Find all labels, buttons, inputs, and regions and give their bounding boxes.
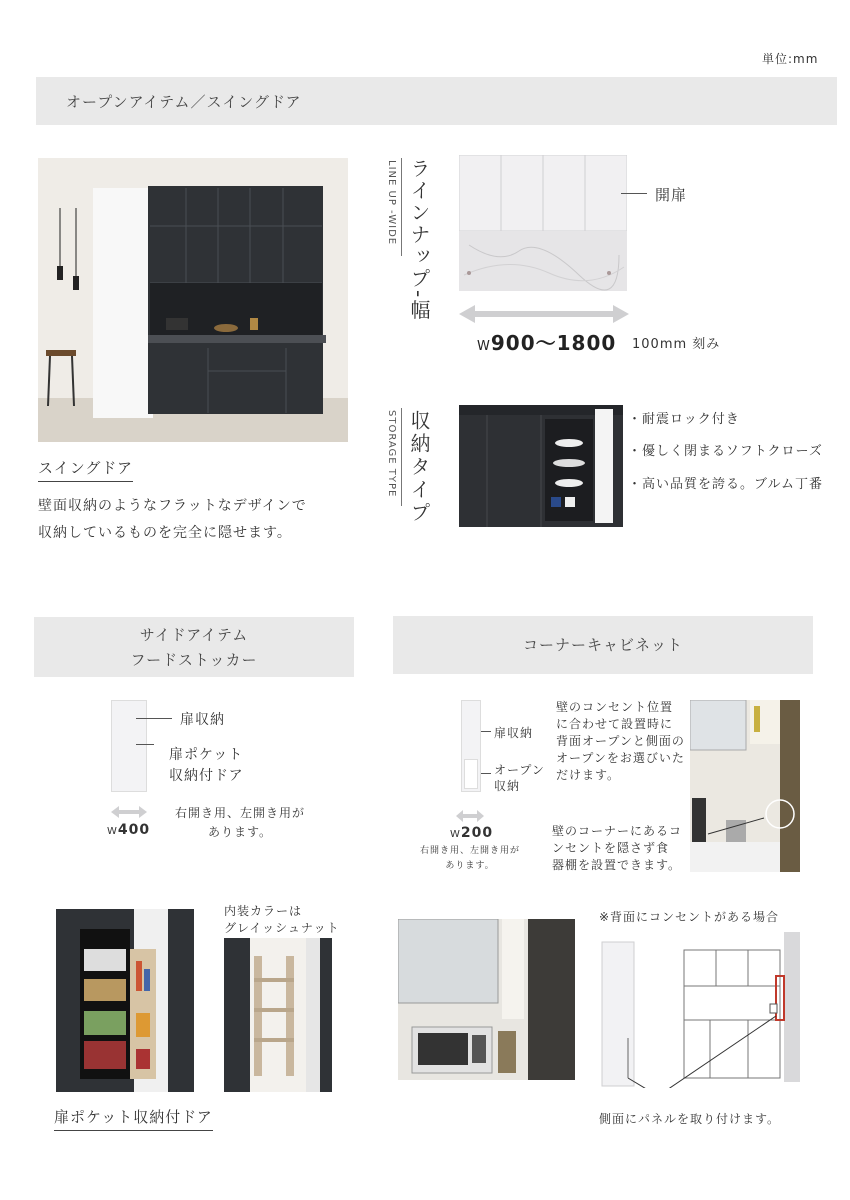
corner-desc-a-1: 壁のコンセント位置 xyxy=(556,700,674,714)
stocker-label-pocket-2: 収納付ドア xyxy=(169,768,244,784)
feature-2: ・優しく閉まるソフトクローズ xyxy=(628,444,823,459)
lineup-divider xyxy=(401,158,402,256)
side-item-title-1: サイドアイテム xyxy=(139,626,249,644)
corner-callout-2 xyxy=(481,773,491,774)
width-range xyxy=(477,327,616,356)
feature-1: ・耐震ロック付き xyxy=(628,412,740,427)
width-arrow-icon xyxy=(459,305,629,323)
lineup-callout-line xyxy=(621,193,647,194)
corner-desc-b xyxy=(552,823,682,874)
corner-cabinet-illustration xyxy=(461,700,481,792)
width-step: 100mm 刻み xyxy=(632,337,721,352)
section-header-corner xyxy=(393,616,813,674)
side-item-title-2: フードストッカー xyxy=(130,651,258,669)
outlet-note: ※背面にコンセントがある場合 xyxy=(599,910,780,924)
storage-jp-label: 収納タイプ xyxy=(407,410,431,525)
corner-desc-a-4: オープンをお選びいた xyxy=(556,751,685,765)
swing-door-kitchen-photo xyxy=(38,158,348,442)
corner-desc-a-5: だけます。 xyxy=(556,768,621,782)
stocker-note-2: あります。 xyxy=(207,825,273,839)
corner-label-open-1: オープン xyxy=(494,763,545,777)
stocker-width-arrow-icon xyxy=(111,806,147,818)
stocker-callout-2 xyxy=(136,744,154,745)
swing-door-title: スイングドア xyxy=(38,457,133,482)
lineup-label-door: 開扉 xyxy=(655,186,688,204)
lineup-cabinet-illustration xyxy=(459,155,627,291)
pocket-door-open-photo xyxy=(56,909,194,1092)
corner-desc-a xyxy=(556,699,685,784)
pocket-door-title: 扉ポケット収納付ドア xyxy=(54,1106,213,1131)
lineup-jp-label: ラインナップ-幅 xyxy=(407,158,431,322)
stocker-callout-1 xyxy=(136,718,172,719)
interior-color-1: 内装カラーは xyxy=(224,904,303,918)
corner-width-arrow-icon xyxy=(456,810,484,822)
corner-label-door: 扉収納 xyxy=(494,726,534,740)
outlet-panel-diagram xyxy=(598,928,800,1088)
corner-desc-a-3: 背面オープンと側面の xyxy=(556,734,685,748)
width-w: W xyxy=(477,339,491,354)
corner-desc-a-2: に合わせて設置時に xyxy=(556,717,674,731)
stocker-width xyxy=(107,822,150,838)
stocker-note-1: 右開き用、左開き用が xyxy=(174,806,305,820)
stocker-label-pocket-1: 扉ポケット xyxy=(169,747,244,763)
stocker-width-value: 400 xyxy=(117,822,151,838)
corner-desc-b-3: 器棚を設置できます。 xyxy=(552,858,682,872)
section-title: オープンアイテム／スイングドア xyxy=(66,93,302,111)
panel-note: 側面にパネルを取り付けます。 xyxy=(599,1112,781,1126)
corner-microwave-photo xyxy=(398,919,575,1080)
storage-divider xyxy=(401,408,402,506)
corner-title: コーナーキャビネット xyxy=(522,636,683,654)
food-stocker-illustration xyxy=(111,700,147,792)
unit-label: 単位:mm xyxy=(762,52,819,66)
corner-width xyxy=(450,825,493,841)
corner-label-open-2: 収納 xyxy=(494,779,521,793)
stocker-width-w: W xyxy=(107,826,118,837)
width-range-value: 900～1800 xyxy=(490,331,617,355)
stocker-label-door: 扉収納 xyxy=(180,712,225,728)
pocket-interior-photo xyxy=(224,938,332,1092)
storage-en-label: STORAGE TYPE xyxy=(386,410,397,498)
corner-callout-1 xyxy=(481,731,491,732)
corner-note-1: 右開き用、左開き用が xyxy=(419,846,520,856)
corner-width-w: W xyxy=(450,829,461,840)
section-header-side-item xyxy=(34,617,354,677)
storage-open-cabinet-photo xyxy=(459,405,623,527)
feature-3: ・高い品質を誇る。ブルム丁番 xyxy=(628,477,823,492)
corner-desc-b-1: 壁のコーナーにあるコ xyxy=(552,824,683,838)
lineup-en-label: LINE UP -WIDE xyxy=(386,160,397,246)
corner-cabinet-photo xyxy=(690,700,800,872)
section-header-open-item xyxy=(36,77,837,125)
interior-color-2: グレイッシュナット xyxy=(224,921,340,935)
corner-note-2: あります。 xyxy=(445,861,495,871)
corner-desc-b-2: ンセントを隠さず食 xyxy=(552,841,670,855)
swing-door-desc-2: 収納しているものを完全に隠せます。 xyxy=(38,525,292,541)
corner-width-value: 200 xyxy=(460,825,494,841)
swing-door-desc-1: 壁面収納のようなフラットなデザインで xyxy=(38,498,307,514)
